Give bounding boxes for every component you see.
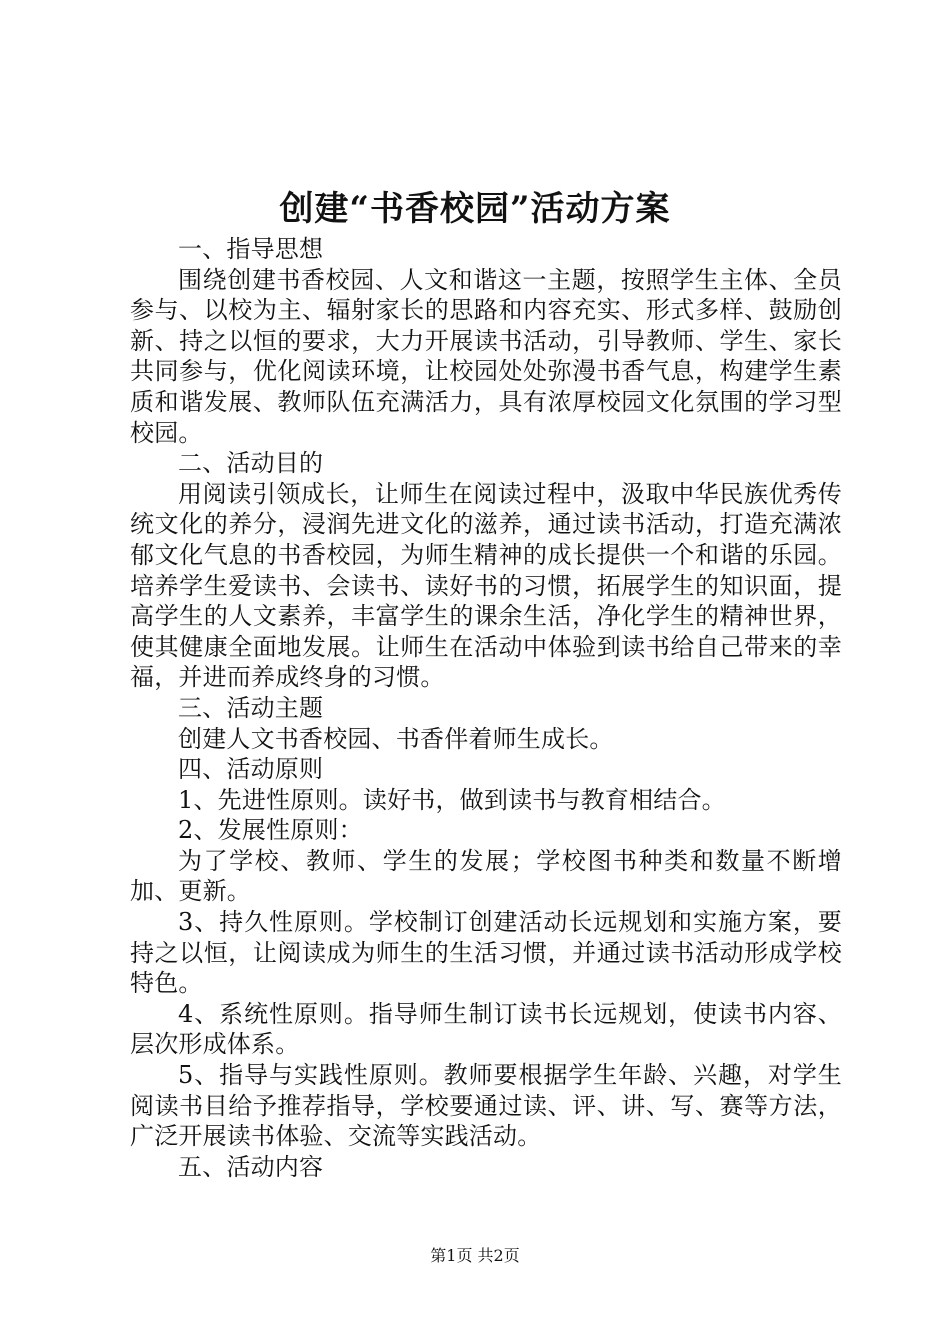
heading-activity-principles: 四、活动原则 [178, 755, 324, 784]
paragraph-guiding-thought: 围绕创建书香校园、人文和谐这一主题，按照学生主体、全员参与、以校为主、辐射家长的思路和内容充实、形式多样、鼓励创新、持之以恒的要求，大力开展读书活动，引导教师、学生、家长共同参与，优化阅读环境，让校园处处弥漫书香气息，构建学生素质和谐发展、教师队伍充满活力，具有浓厚校园文化氛围的学习型校园。 [130, 265, 842, 447]
principle-persistence: 3、持久性原则。学校制订创建活动长远规划和实施方案，要持之以恒，让阅读成为师生的生活习惯，并通过读书活动形成学校特色。 [130, 908, 842, 998]
principle-guidance-practice: 5、指导与实践性原则。教师要根据学生年龄、兴趣，对学生阅读书目给予推荐指导，学校要通过读、评、讲、写、赛等方法，广泛开展读书体验、交流等实践活动。 [130, 1061, 842, 1151]
heading-guiding-thought: 一、指导思想 [178, 235, 324, 263]
document-body [130, 234, 842, 1182]
principle-advanced: 1、先进性原则。读好书，做到读书与教育相结合。 [178, 785, 726, 814]
heading-activity-theme: 三、活动主题 [178, 693, 324, 722]
heading-activity-purpose: 二、活动目的 [178, 449, 324, 478]
paragraph-activity-theme: 创建人文书香校园、书香伴着师生成长。 [178, 724, 614, 753]
heading-activity-content: 五、活动内容 [178, 1152, 324, 1181]
page-footer: 第1页 共2页 [430, 1246, 520, 1265]
principle-systematic: 4、系统性原则。指导师生制订读书长远规划，使读书内容、层次形成体系。 [130, 999, 842, 1059]
principle-development-detail: 为了学校、教师、学生的发展；学校图书种类和数量不断增加、更新。 [130, 846, 842, 906]
paragraph-activity-purpose: 用阅读引领成长，让师生在阅读过程中，汲取中华民族优秀传统文化的养分，浸润先进文化的滋养，通过读书活动，打造充满浓郁文化气息的书香校园，为师生精神的成长提供一个和谐的乐园。培养学生爱读书、会读书、读好书的习惯，拓展学生的知识面，提高学生的人文素养，丰富学生的课余生活，净化学生的精神世界，使其健康全面地发展。让师生在活动中体验到读书给自己带来的幸福，并进而养成终身的习惯。 [130, 479, 842, 692]
principle-development: 2、发展性原则： [178, 816, 363, 845]
document-title: 创建“书香校园”活动方案 [279, 189, 671, 229]
